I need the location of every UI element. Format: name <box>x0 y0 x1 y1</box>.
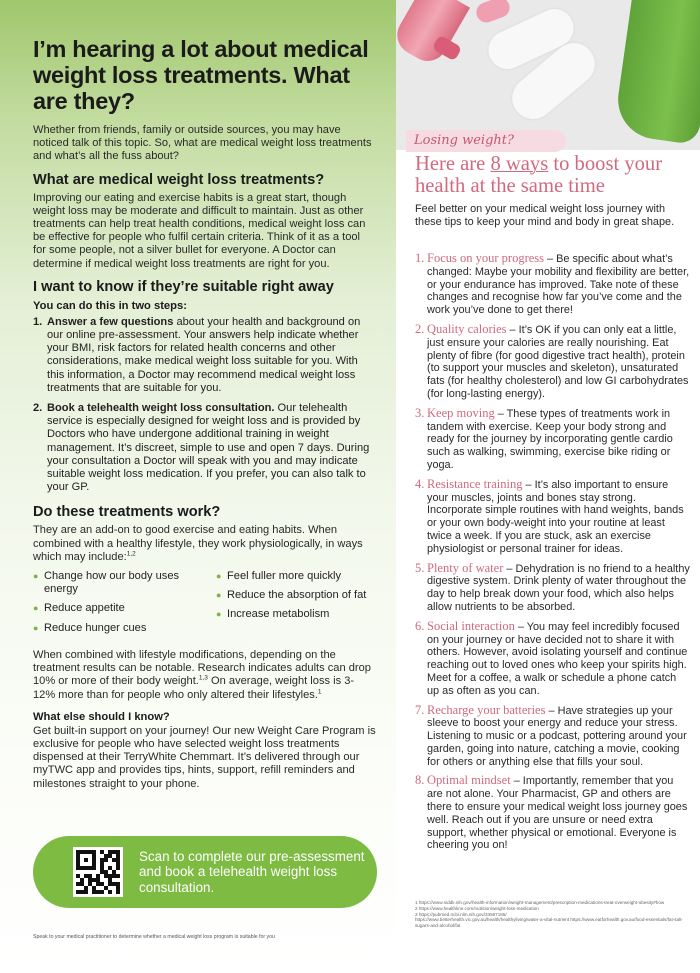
section-heading-suitable: I want to know if they’re suitable right away <box>33 278 334 295</box>
cta-text: Scan to complete our pre-assessment and book a telehealth weight loss consultation. <box>139 848 365 895</box>
list-item: ● Reduce appetite <box>33 602 125 615</box>
reference-item: 1 https://www.niddk.nih.gov/health-information/weight-management/prescription-medications-treat-overweight-obesity#how <box>415 900 665 905</box>
eight-ways-underlined: 8 ways <box>490 153 549 175</box>
tip-text: – Importantly, remember that you are not alone. Your Pharmacist, GP and others are there to ensure your medical weight loss journey goes well. Reach out if you are unsure or need extra support, whether physical or emotional. Everyone is cheering you on! <box>427 775 688 852</box>
tip-item <box>415 704 691 769</box>
list-item: ● Feel fuller more quickly <box>216 570 342 583</box>
step-bold-lead: Book a telehealth weight loss consultation. <box>47 402 275 415</box>
tip-item <box>415 252 691 317</box>
works-body-text: They are an add-on to good exercise and eating habits. When combined with a healthy lifestyle, they work physiologically, in ways which may include: <box>33 524 363 563</box>
tip-title: Focus on your progress <box>427 251 545 265</box>
reference-item: 2 https://www.healthline.com/nutrition/weight-loss-medication <box>415 905 539 911</box>
tip-item <box>415 562 691 614</box>
step-text <box>47 316 376 395</box>
bullet-dot-icon: ● <box>216 590 222 601</box>
section-heading-what-are: What are medical weight loss treatments? <box>33 171 325 188</box>
step-item <box>33 402 376 494</box>
losing-weight-tab: Losing weight? <box>406 130 566 152</box>
dumbbell-icon <box>474 0 513 25</box>
fitness-photo <box>396 0 700 150</box>
tip-text: – Dehydration is no friend to a healthy digestive system. Drink plenty of water throughout the day to help break down your food, which also helps allow nutrients to be absorbed. <box>427 562 690 613</box>
tip-item <box>415 323 691 401</box>
step-bold-lead: Answer a few questions <box>47 315 174 328</box>
tip-item <box>415 620 691 698</box>
tip-number: 8. <box>415 773 425 788</box>
tip-text: – Be specific about what’s changed: Maybe your mobility and flexibility are better, or your endurance has improved. Take note of these changes and recognise how far you’ve come and the work you’ve done to get there! <box>427 253 690 317</box>
bullet-list-col1 <box>33 570 216 641</box>
tips-title: Here are 8 ways to boost your health at the same time <box>415 153 663 197</box>
tips-list <box>415 252 691 858</box>
tip-title: Resistance training <box>427 476 523 491</box>
step-body: Our telehealth service is especially designed for weight loss and is provided by Doctors who have undergone additional training in weight management. It’s discreet, simple to use and open 7 days. During your consultation a Doctor will speak with you and may indicate suitable weight loss medication. If you prefer, you can also talk to your GP. <box>47 402 370 494</box>
list-item: ● Reduce the absorption of fat <box>216 589 367 602</box>
results-paragraph: When combined with lifestyle modifications, depending on the treatment results can be notable. Research indicates adults can drop 10% or more of their body weight.$^{1,3}$ On average, weight loss is 3-12% more than for people who only altered their lifestyles.$^1$ <box>33 648 371 701</box>
section-body-what-else: Get built-in support on your journey! Our new Weight Care Program is exclusive for people who have selected weight loss treatments dispensed at their TerryWhite Chemmart. It’s delivered through our myTWC app and provides tips, hints, support, refill reminders and milestones straight to your phone. <box>33 724 376 790</box>
bullet-dot-icon: ● <box>33 622 39 633</box>
tip-title: Keep moving <box>427 405 495 420</box>
yoga-mat-icon <box>613 0 700 145</box>
tip-title: Plenty of water <box>427 560 504 575</box>
disclaimer: Speak to your medical practitioner to determine whether a medical weight loss program is suitable for you <box>33 934 275 940</box>
list-item: ● Reduce hunger cues <box>33 621 147 634</box>
tip-text: – It’s OK if you can only eat a little, just ensure your calories are really nourishing. Eat plenty of fibre (for good digestive tract health), protein (to support your muscles and skeleton), unsaturated fats (for healthy cholesterol) and low GI carbohydrates (for long-lasting energy). <box>427 323 689 400</box>
tip-number: 5. <box>415 560 425 575</box>
tip-number: 4. <box>415 476 425 491</box>
tip-text: – Have strategies up your sleeve to boost your energy and reduce your stress. Listening to music or a podcast, pottering around your garden, going into nature, catching a movie, cooking for others or anything else that fills your soul. <box>427 704 687 768</box>
section-body-do-they-work <box>33 524 376 564</box>
footnote-ref: 1 <box>317 687 322 695</box>
bullet-list-col2 <box>216 570 366 641</box>
page-title: I’m hearing a lot about medical weight loss treatments. What are they? <box>33 36 369 114</box>
reference-item: 3 https://pubmed.ncbi.nlm.nih.gov/33567185/ <box>415 911 507 917</box>
water-bottle-icon <box>396 0 470 68</box>
right-column <box>396 0 700 973</box>
tip-number: 2. <box>415 321 425 336</box>
bullet-dot-icon: ● <box>216 571 222 582</box>
step-number: 2. <box>33 402 43 415</box>
two-steps-subheading: You can do this in two steps: <box>33 299 187 312</box>
tip-item <box>415 407 691 472</box>
section-body-what-are: Improving our eating and exercise habits is a great start, though weight loss may be moderate and difficult to maintain. Just as other treatments can help treat health conditions, medical weight loss can be effective for people who fulfil certain criteria. Think of it as a tool for some people, not a silver bullet for everyone. A Doctor can determine if medical weight loss treatments are right for you. <box>33 191 366 270</box>
tip-title: Optimal mindset <box>427 773 511 788</box>
section-heading-what-else: What else should I know? <box>33 710 170 723</box>
tip-number: 3. <box>415 405 425 420</box>
intro-paragraph: Whether from friends, family or outside sources, you may have noticed talk of this topic. So, what are medical weight loss treatments and what’s all the fuss about? <box>33 124 372 163</box>
step-text <box>47 402 376 494</box>
tip-title: Quality calories <box>427 321 507 336</box>
bullet-dot-icon: ● <box>33 571 39 582</box>
tip-title: Recharge your batteries <box>427 702 546 717</box>
tips-intro: Feel better on your medical weight loss journey with these tips to keep your mind and body in great shape. <box>415 203 675 228</box>
tip-item <box>415 774 691 852</box>
footnote-ref: 1,3 <box>198 674 208 682</box>
footnote-ref: 1,2 <box>126 550 136 558</box>
references <box>415 900 697 929</box>
bullet-dot-icon: ● <box>216 609 222 620</box>
tip-item <box>415 478 691 556</box>
section-heading-do-they-work: Do these treatments work? <box>33 504 221 521</box>
step-number: 1. <box>33 315 43 328</box>
step-body: about your health and background on our online pre-assessment. Your answers help indicate whether your BMI, risk factors for related health concerns and other considerations, make medical weight loss suitable for you. With this information, a Doctor may recommend medical weight loss treatments that are suitable for you. <box>47 315 361 394</box>
tip-text: – It’s also important to ensure your muscles, joints and bones stay strong. Incorporate simple routines with hand weights, bands or your own body-weight into your routine at least twice a week. If you are stuck, ask an exercise physiologist or personal trainer for ideas. <box>427 478 684 555</box>
reference-item: https://www.betterhealth.vic.gov.au/health/healthyliving/water-a-vital-nutrient https://www.eatforhealth.gov.au/food-essentials/fat-salt-sugars-and-alcohol/fat <box>415 917 683 929</box>
effects-bullet-lists <box>33 570 376 641</box>
step-item <box>33 316 376 395</box>
tip-title: Social interaction <box>427 618 515 633</box>
tip-number: 1. <box>415 251 425 265</box>
bullet-dot-icon: ● <box>33 603 39 614</box>
list-item: ● Increase metabolism <box>216 608 330 621</box>
list-item: ● Change how our body uses energy <box>33 570 180 596</box>
tip-text: – You may feel incredibly focused on your journey or have decided not to share it with others. However, avoid isolating yourself and continue reaching out to loved ones who keep your spirits high. Meet for a coffee, a walk or schedule a phone catch up as often as you can. <box>427 620 688 697</box>
qr-code-icon[interactable] <box>73 847 123 897</box>
tip-text: – These types of treatments work in tandem with exercise. Keep your body strong and ready for the journey by incorporating gentle cardio such as walking, swimming, exercise bike riding or yoga. <box>427 407 673 471</box>
tip-number: 6. <box>415 618 425 633</box>
steps-list <box>33 316 376 495</box>
tip-number: 7. <box>415 702 425 717</box>
cta-banner[interactable] <box>33 836 377 908</box>
